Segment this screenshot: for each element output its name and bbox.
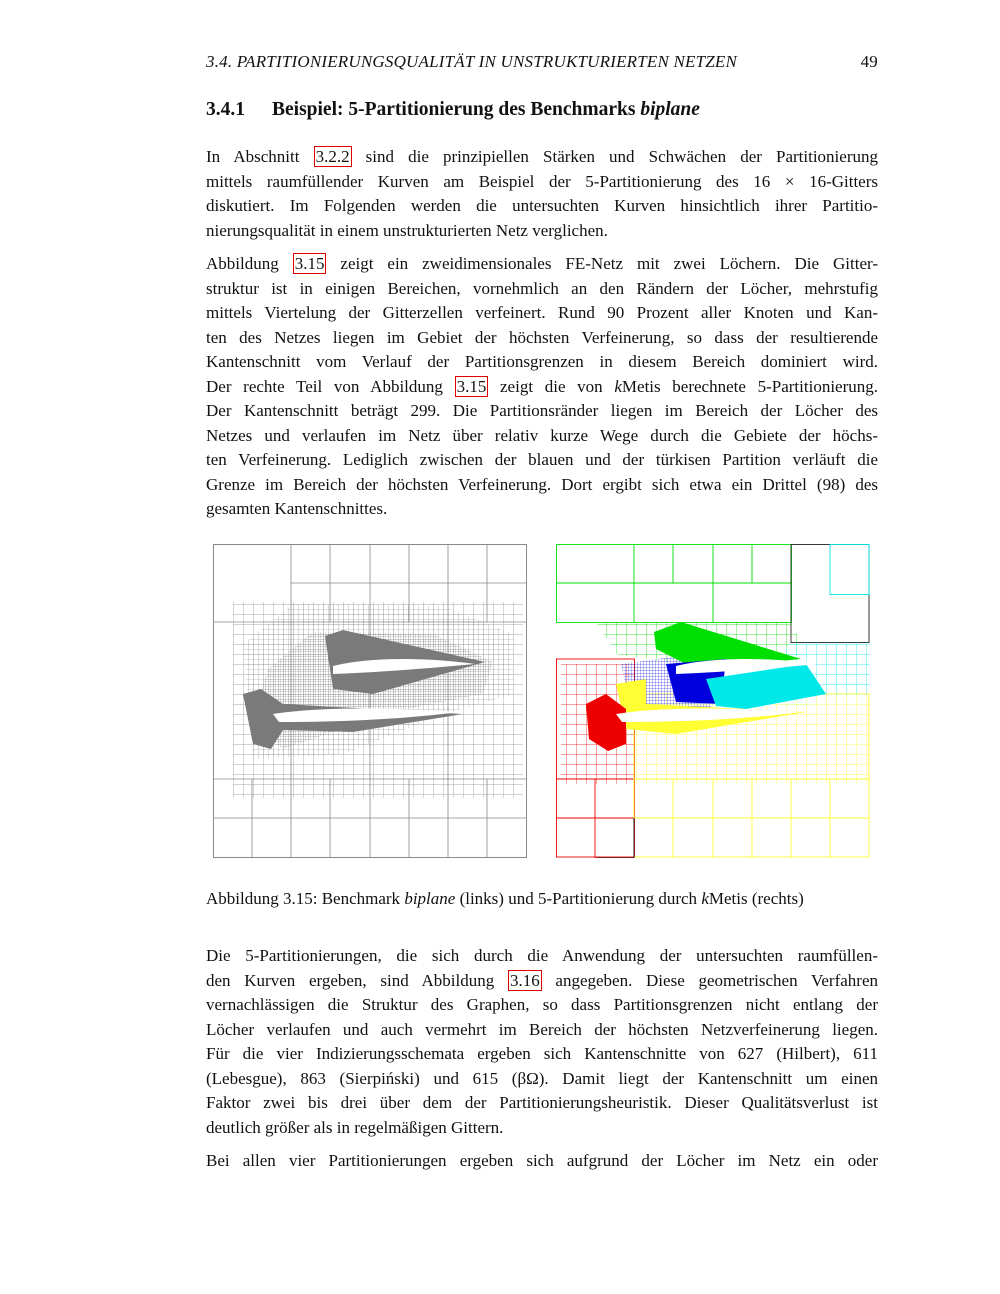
paragraph-2 bbox=[206, 252, 878, 522]
text-line: Bei allen vier Partitionierungen ergeben sich aufgrund der Löcher im Netz ein oder bbox=[206, 1151, 878, 1170]
caption-text: Abbildung 3.15: Benchmark bbox=[206, 889, 405, 908]
text-line: ten Verfeinerung. Lediglich zwischen der blauen und der türkisen Partition verläuft die bbox=[206, 450, 878, 469]
text-line bbox=[206, 145, 878, 170]
text-line: mittels Viertelung der Gitterzellen verfeinert. Rund 90 Prozent aller Knoten und Kan- bbox=[206, 303, 878, 322]
text-line: Kantenschnitt vom Verlauf der Partitionsgrenzen in diesem Bereich dominiert wird. bbox=[206, 352, 878, 371]
section-number: 3.4.1 bbox=[206, 99, 245, 120]
text-line: Der Kantenschnitt beträgt 299. Die Partitionsränder liegen im Bereich der Löcher des bbox=[206, 401, 878, 420]
figure-reference-link[interactable]: 3.16 bbox=[509, 970, 540, 990]
italic-k: k bbox=[701, 889, 709, 908]
figure-caption bbox=[206, 889, 878, 909]
text-line: deutlich größer als in regelmäßigen Gittern. bbox=[206, 1117, 504, 1137]
caption-text: Metis (rechts) bbox=[708, 889, 804, 908]
text-span: Abbildung bbox=[206, 254, 293, 273]
text-line: struktur ist in einigen Bereichen, vornehmlich an den Rändern der Löcher, mehrstufig bbox=[206, 278, 878, 298]
page-number: 49 bbox=[860, 52, 878, 71]
text-span: Der rechte Teil von Abbildung bbox=[206, 376, 455, 396]
caption-emphasis: biplane bbox=[404, 889, 456, 908]
text-line bbox=[206, 375, 878, 400]
text-line: (Lebesgue), 863 (Sierpiński) und 615 (βΩ). Damit liegt der Kantenschnitt um einen bbox=[206, 1068, 878, 1088]
mesh-figure-right bbox=[556, 544, 870, 858]
paragraph-1 bbox=[206, 145, 878, 243]
section-title-emphasis: biplane bbox=[640, 99, 700, 120]
text-line: gesamten Kantenschnittes. bbox=[206, 499, 388, 518]
text-line: Netzes und verlaufen im Netz über relativ kurze Wege durch die Gebiete der höchs- bbox=[206, 425, 878, 445]
text-line: Die 5-Partitionierungen, die sich durch die Anwendung der untersuchten raumfüllen- bbox=[206, 946, 878, 965]
paragraph-4 bbox=[206, 1149, 878, 1174]
text-line: Für die vier Indizierungsschemata ergeben sich Kantenschnitte von 627 (Hilbert), 611 bbox=[206, 1044, 878, 1063]
text-line: diskutiert. Im Folgenden werden die untersuchten Kurven hinsichtlich ihrer Partitio- bbox=[206, 196, 878, 215]
text-span: sind die prinzipiellen Stärken und Schwächen der Partitionierung bbox=[351, 147, 878, 166]
text-line: vernachlässigen die Struktur des Graphen, so dass Partitionsgrenzen nicht entlang der bbox=[206, 995, 878, 1014]
text-line bbox=[206, 252, 878, 277]
text-line: Faktor zwei bis drei über dem der Partitionierungsheuristik. Dieser Qualitätsverlust ist bbox=[206, 1093, 878, 1112]
text-line: ten des Netzes liegen im Gebiet der höchsten Verfeinerung, so dass der resultierende bbox=[206, 327, 878, 347]
text-span: zeigt die von bbox=[488, 376, 615, 396]
caption-text: (links) und 5-Partitionierung durch bbox=[455, 889, 702, 908]
running-head bbox=[206, 52, 878, 74]
text-line: nierungsqualität in einem unstrukturierten Netz verglichen. bbox=[206, 220, 608, 240]
text-line: mittels raumfüllender Kurven am Beispiel der 5-Partitionierung des 16 × 16-Gitters bbox=[206, 171, 878, 191]
figure-reference-link[interactable]: 3.15 bbox=[456, 376, 487, 396]
text-line: Grenze im Bereich der höchsten Verfeinerung. Dort ergibt sich etwa ein Drittel (98) des bbox=[206, 474, 878, 494]
paragraph-3 bbox=[206, 944, 878, 1140]
running-head-title: 3.4. PARTITIONIERUNGSQUALITÄT IN UNSTRUKTURIERTEN NETZEN bbox=[206, 52, 738, 71]
text-line bbox=[206, 969, 878, 994]
section-heading bbox=[206, 99, 700, 121]
text-span: zeigt ein zweidimensionales FE-Netz mit zwei Löchern. Die Gitter- bbox=[326, 254, 878, 273]
figure-reference-link[interactable]: 3.15 bbox=[294, 254, 325, 273]
text-span: Metis berechnete 5-Partitionierung. bbox=[621, 376, 878, 396]
section-title: Beispiel: 5-Partitionierung des Benchmarks bbox=[272, 99, 641, 120]
section-reference-link[interactable]: 3.2.2 bbox=[315, 147, 350, 166]
text-span: In Abschnitt bbox=[206, 147, 314, 166]
italic-k: k bbox=[614, 376, 622, 396]
text-line: Löcher verlaufen und auch vermehrt im Bereich der höchsten Netzverfeinerung liegen. bbox=[206, 1019, 878, 1039]
text-span: den Kurven ergeben, sind Abbildung bbox=[206, 970, 508, 990]
text-span: angegeben. Diese geometrischen Verfahren bbox=[541, 970, 878, 990]
mesh-figure-left bbox=[213, 544, 527, 858]
